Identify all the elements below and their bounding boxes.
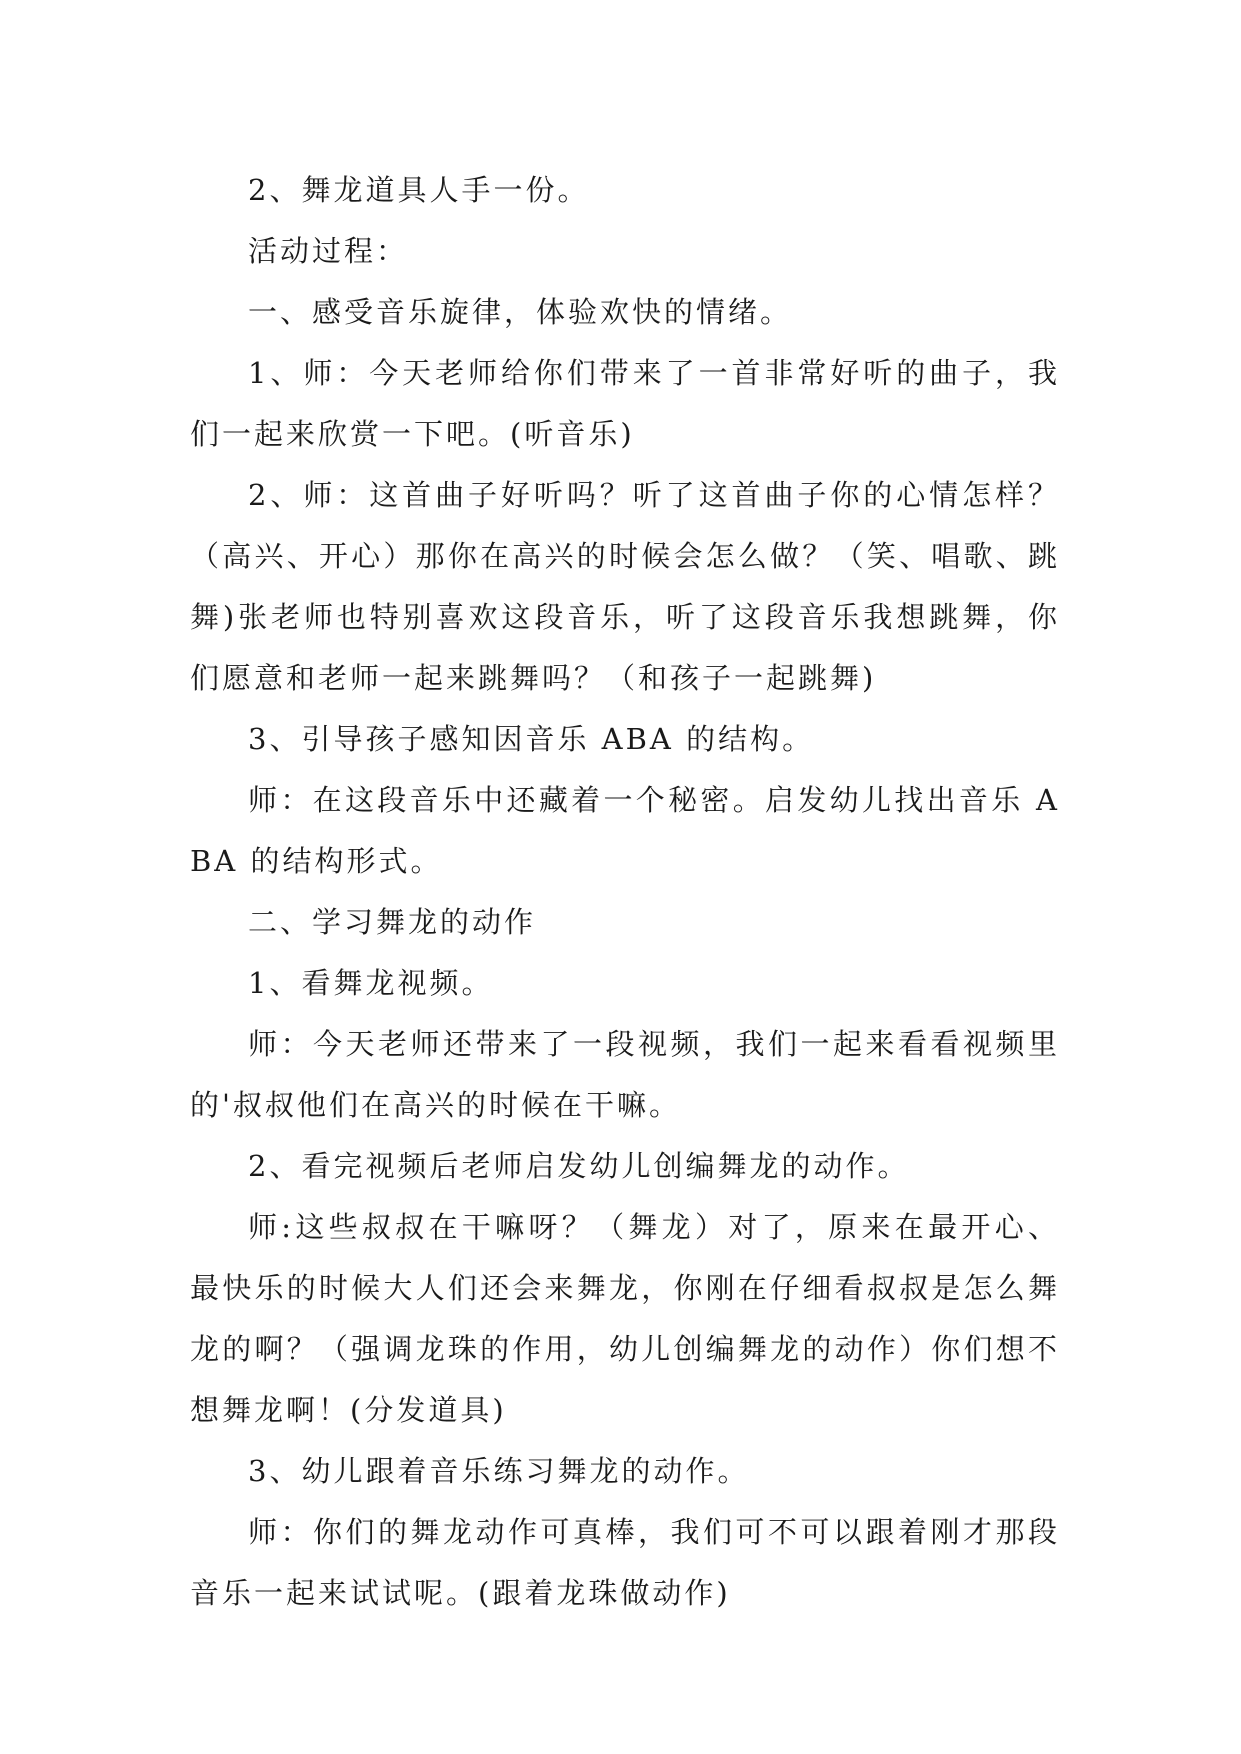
paragraph-step-1-2: 2、师：这首曲子好听吗？听了这首曲子你的心情怎样？（高兴、开心）那你在高兴的时候会怎么做？（笑、唱歌、跳舞)张老师也特别喜欢这段音乐，听了这段音乐我想跳舞，你们愿意和老师一起来跳舞吗？（和孩子一起跳舞)	[190, 478, 1060, 695]
section-heading-1: 一、感受音乐旋律，体验欢快的情绪。	[248, 295, 793, 329]
paragraph-process-heading: 活动过程：	[248, 234, 409, 268]
paragraph-teacher-practice: 师：你们的舞龙动作可真棒，我们可不可以跟着刚才那段音乐一起来试试呢。(跟着龙珠做动作)	[190, 1515, 1060, 1610]
paragraph-step-1-3: 3、引导孩子感知因音乐 ABA 的结构。	[248, 722, 815, 756]
paragraph-teacher-aba: 师：在这段音乐中还藏着一个秘密。启发幼儿找出音乐 ABA 的结构形式。	[190, 783, 1060, 878]
document-body	[190, 160, 1060, 1624]
paragraph-teacher-video: 师：今天老师还带来了一段视频，我们一起来看看视频里的'叔叔他们在高兴的时候在干嘛。	[190, 1027, 1060, 1122]
paragraph-step-1-1: 1、师：今天老师给你们带来了一首非常好听的曲子，我们一起来欣赏一下吧。(听音乐)	[190, 356, 1060, 451]
paragraph-step-2-3: 3、幼儿跟着音乐练习舞龙的动作。	[248, 1454, 750, 1488]
section-heading-2: 二、学习舞龙的动作	[248, 905, 537, 939]
paragraph-teacher-dragon: 师:这些叔叔在干嘛呀？（舞龙）对了，原来在最开心、最快乐的时候大人们还会来舞龙，你刚在仔细看叔叔是怎么舞龙的啊？（强调龙珠的作用，幼儿创编舞龙的动作）你们想不想舞龙啊！(分发道具)	[190, 1210, 1060, 1427]
paragraph-step-2-1: 1、看舞龙视频。	[248, 966, 494, 1000]
paragraph-step-2-2: 2、看完视频后老师启发幼儿创编舞龙的动作。	[248, 1149, 910, 1183]
paragraph-props: 2、舞龙道具人手一份。	[248, 173, 590, 207]
